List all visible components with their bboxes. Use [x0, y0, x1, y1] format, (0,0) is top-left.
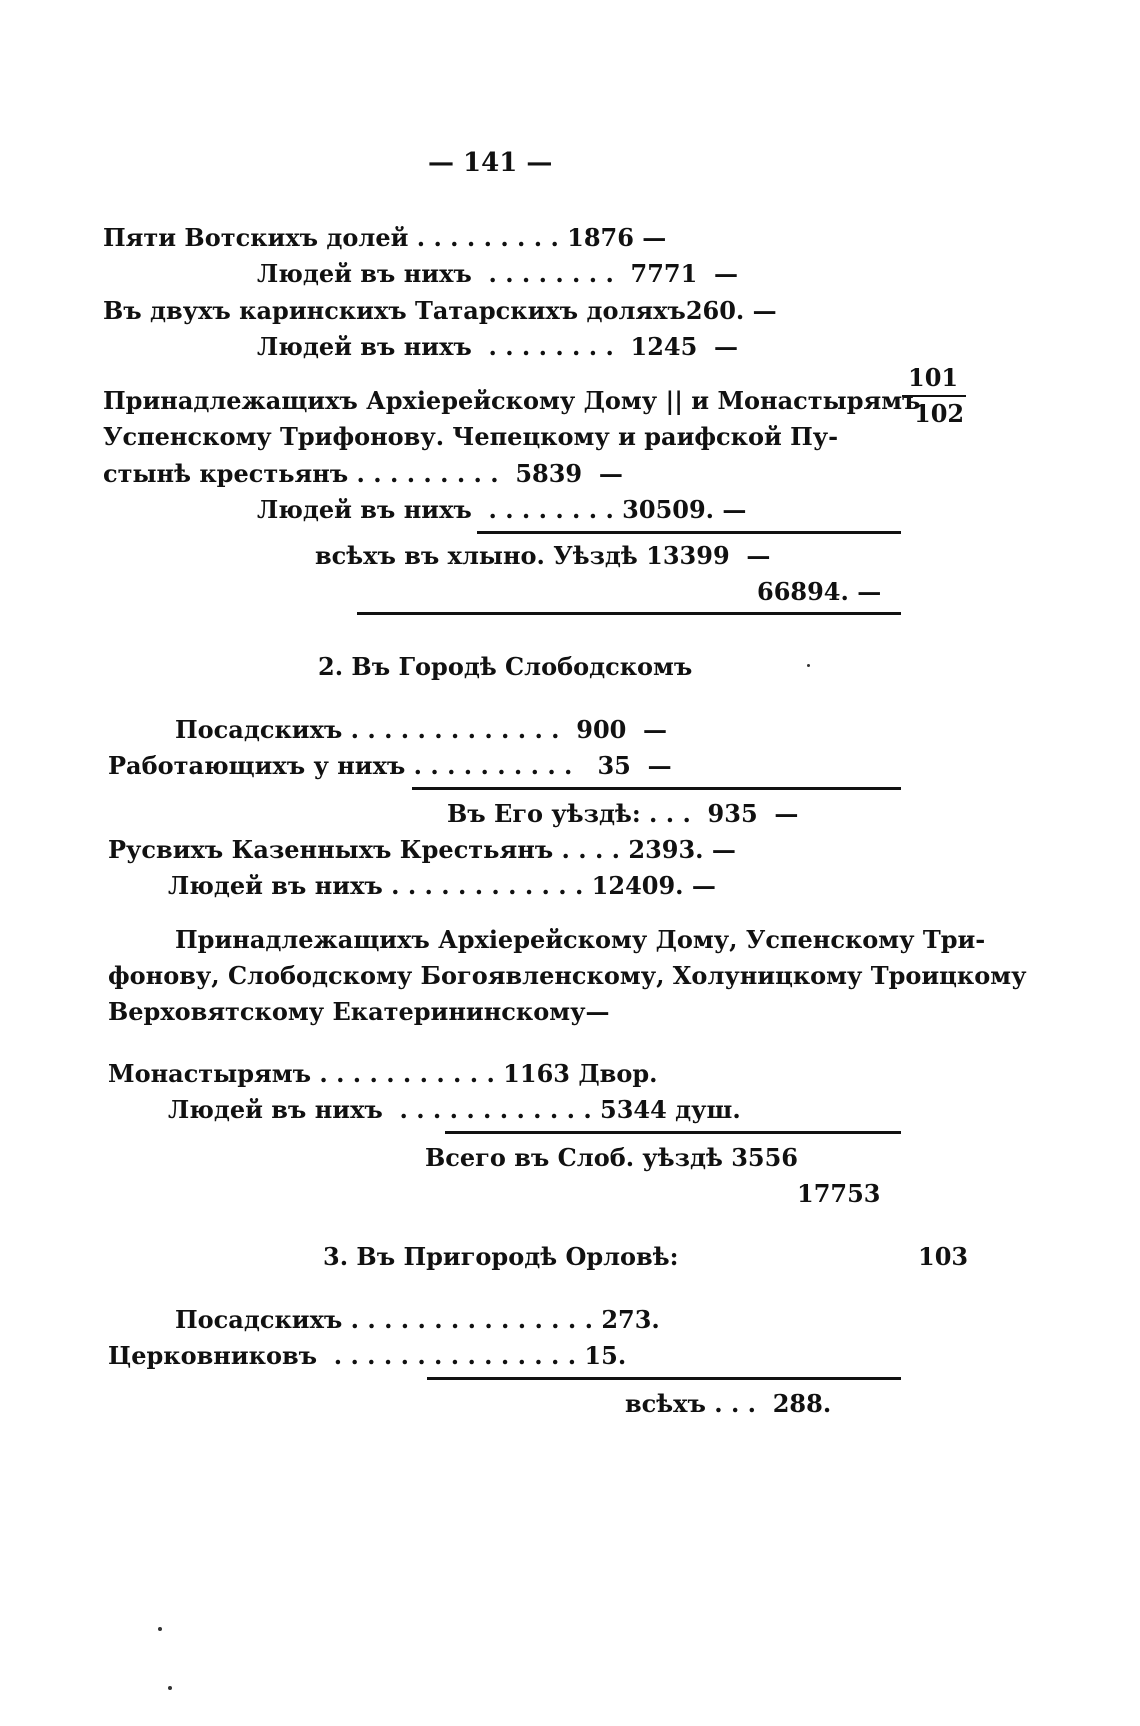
- bishop-para-line-2: Успенскому Трифонову. Чепецкому и раифской Пу-: [103, 422, 839, 451]
- monasteries-line: Монастырямъ . . . . . . . . . . . 1163 Двор.: [108, 1059, 658, 1088]
- monastery-para-line-2: фонову, Слободскому Богоявленскому, Холуницкому Троицкому: [108, 961, 1027, 990]
- votsk-people-line: Людей въ нихъ . . . . . . . . 7771 —: [257, 259, 739, 288]
- bishop-para-line-1: Принадлежащихъ Архіерейскому Дому || и Монастырямъ: [103, 386, 921, 415]
- rule-2: [357, 612, 901, 615]
- section-2-heading: 2. Въ Городѣ Слободскомъ: [318, 652, 693, 681]
- bishop-para-line-3: стынѣ крестьянъ . . . . . . . . . 5839 —: [103, 459, 623, 488]
- bishop-people-line: Людей въ нихъ . . . . . . . . 30509. —: [257, 495, 747, 524]
- rule-4: [445, 1131, 901, 1134]
- slobodskoy-workers-line: Работающихъ у нихъ . . . . . . . . . . 35 —: [108, 751, 672, 780]
- crown-peasants-line: Русвихъ Казенныхъ Крестьянъ . . . . 2393. —: [108, 835, 736, 864]
- karin-tatar-line: Въ двухъ каринскихъ Татарскихъ доляхъ260. —: [103, 296, 777, 325]
- section-3-heading: 3. Въ Пригородѣ Орловѣ:: [323, 1242, 679, 1271]
- monastery-para-line-1: Принадлежащихъ Архіерейскому Дому, Успенскому Три-: [175, 925, 986, 954]
- orlov-posad-line: Посадскихъ . . . . . . . . . . . . . . . 273.: [175, 1305, 660, 1334]
- scan-speck: [168, 1686, 172, 1690]
- monastery-people-line: Людей въ нихъ . . . . . . . . . . . . 5344 душ.: [168, 1095, 741, 1124]
- karin-people-line: Людей въ нихъ . . . . . . . . 1245 —: [257, 332, 739, 361]
- rule-5: [427, 1377, 901, 1380]
- crown-people-line: Людей въ нихъ . . . . . . . . . . . . 12409. —: [168, 871, 716, 900]
- scan-speck: [158, 1627, 162, 1631]
- khlynov-total-line: всѣхъ въ хлыно. Уѣздѣ 13399 —: [315, 541, 771, 570]
- rule-1: [477, 531, 901, 534]
- slobodskoy-total-line: Всего въ Слоб. уѣздѣ 3556: [425, 1143, 799, 1172]
- orlov-clergy-line: Церковниковъ . . . . . . . . . . . . . . . 15.: [108, 1341, 627, 1370]
- scan-speck: [807, 664, 810, 667]
- slobodskoy-uezd-line: Въ Его уѣздѣ: . . . 935 —: [447, 799, 799, 828]
- monastery-para-line-3: Верховятскому Екатерининскому—: [108, 997, 610, 1026]
- margin-number-bottom: 102: [914, 399, 965, 428]
- margin-number-top: 101: [908, 363, 959, 392]
- khlynov-people-total: 66894. —: [757, 577, 882, 606]
- slobodskoy-posad-line: Посадскихъ . . . . . . . . . . . . . 900 —: [175, 715, 668, 744]
- rule-3: [412, 787, 901, 790]
- orlov-total-line: всѣхъ . . . 288.: [625, 1389, 832, 1418]
- votsk-shares-line: Пяти Вотскихъ долей . . . . . . . . . 1876 —: [103, 223, 667, 252]
- margin-number-103: 103: [918, 1242, 969, 1271]
- page-number: — 141 —: [428, 148, 553, 178]
- slobodskoy-people-total: 17753: [797, 1179, 881, 1208]
